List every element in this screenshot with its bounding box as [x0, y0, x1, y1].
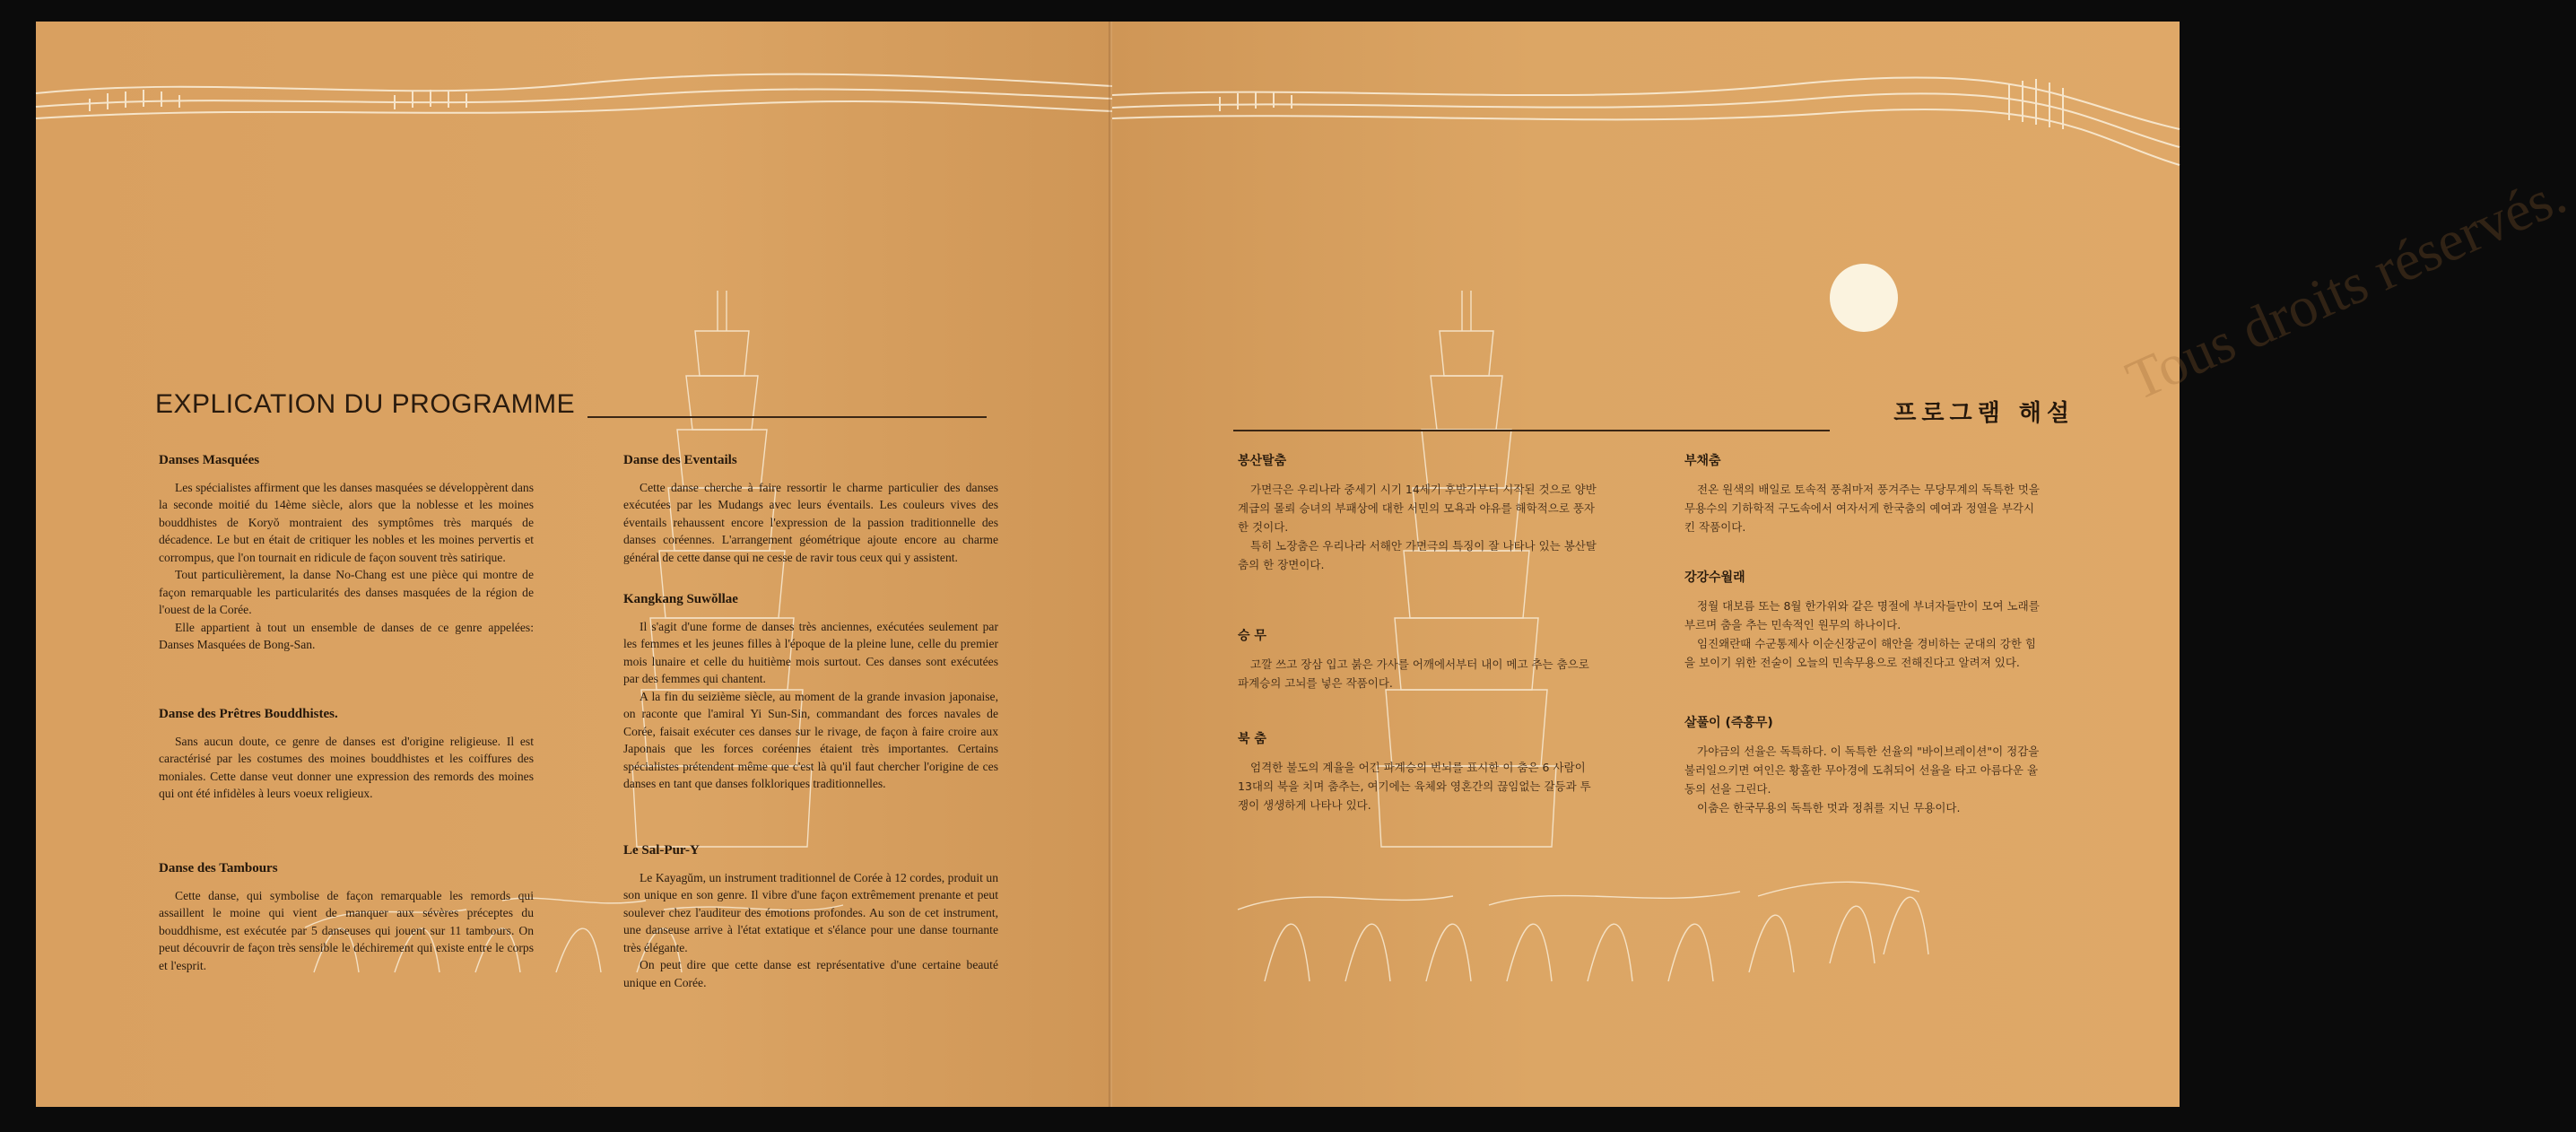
paragraph: 임진왜란때 수군통제사 이순신장군이 해안을 경비하는 군대의 강한 힘을 보이기 위한 전술이 오늘의 민속무용으로 전해진다고 알려져 있다. [1684, 637, 2036, 669]
right-page [1112, 22, 2575, 1107]
paragraph: 엄격한 불도의 계율을 어긴 파계승의 번뇌를 표시한 이 춤은 6 사람이 13대의 북을 치며 춤추는, 여기에는 육체와 영혼간의 끊임없는 갈등과 투쟁이 생생하게 나타나 있다. [1238, 761, 1591, 812]
section-bongsan [1238, 452, 1597, 574]
section-title: Danse des Prêtres Bouddhistes. [159, 707, 338, 721]
section-title: Danse des Tambours [159, 861, 278, 875]
section-title: Le Sal-Pur-Y [623, 843, 700, 858]
section-title: Danse des Eventails [623, 453, 737, 467]
paragraph: 이춤은 한국무용의 독특한 멋과 정취를 지닌 무용이다. [1697, 801, 1961, 814]
paragraph: 정월 대보름 또는 8월 한가위와 같은 명절에 부녀자들만이 모여 노래를 부르며 춤을 추는 민속적인 원무의 하나이다. [1684, 599, 2040, 631]
moon-illustration [1830, 264, 1898, 332]
paragraph: Elle appartient à tout un ensemble de danses de ce genre appelées: Danses Masquées de Bong-San. [159, 620, 534, 651]
paragraph: Il s'agit d'une forme de danses très anciennes, exécutées seulement par les femmes et les jeunes filles à l'époque de la pleine lune, celle du premier mois lunaire et celle du huitième mois surtout. Ces danses sont exécutées par des femmes qui chantent. [623, 619, 998, 685]
page-title-korean: 프로그램 해설 [1893, 400, 2075, 427]
section-title: Danses Masquées [159, 453, 260, 467]
section-title: 부채춤 [1684, 454, 1721, 468]
paragraph: Le Kayagŭm, un instrument traditionnel de Corée à 12 cordes, produit un son unique en son genre. Il vibre d'une façon extrêmement prenante et peut soulever chez l'auditeur des émotions profondes. Au son de cet instrument, une danseuse arrive à l'état extatique et s'élance pour une danse tournante très élégante. [623, 870, 998, 954]
heading-rule [587, 416, 987, 418]
section-danses-masquees [159, 452, 534, 654]
paragraph: Cette danse, qui symbolise de façon remarquable les remords qui assaillent le moine qui vient de manquer aux sévères préceptes du bouddhisme, est exécutée par 5 danseuses qui jouent sur 11 tambours. On peut découvrir de façon très sensible le déchirement qui existe entre le corps et l'esprit. [159, 888, 534, 972]
paragraph: 고깔 쓰고 장삼 입고 붉은 가사를 어깨에서부터 내이 메고 추는 춤으로 파계승의 고뇌를 넣은 작품이다. [1238, 657, 1589, 690]
paragraph: 가면극은 우리나라 중세기 시기 14세기 후반기부터 시작된 것으로 양반 계급의 몰뢰 승녀의 부패상에 대한 서민의 모욕과 야유를 해학적으로 풍자한 것이다. [1238, 483, 1597, 534]
section-buchaechum [1684, 452, 2043, 536]
section-pretres-bouddhistes [159, 706, 534, 803]
section-title: 살풀이 (즉흥무) [1684, 716, 1773, 730]
heading-rule [1233, 430, 1830, 431]
section-eventails [623, 452, 998, 566]
section-title: Kangkang Suwŏllae [623, 592, 738, 606]
paragraph: Les spécialistes affirment que les danses masquées se développèrent dans la seconde moitié du 14ème siècle, alors que la noblesse et les moines bouddhistes de Koryŏ montraient des symptômes très marqués de décadence. Le but en était de critiquer les nobles et les moines pervertis et corrompus, que l'on tournait en ridicule de façon souvent très satirique. [159, 480, 534, 564]
section-tambours [159, 860, 534, 974]
section-title: 봉산탈춤 [1238, 454, 1287, 468]
section-title: 강강수월래 [1684, 570, 1745, 585]
watermark: Tous droits réservés. [2117, 161, 2575, 413]
section-sal-pur-y [623, 842, 998, 991]
left-page [36, 22, 1112, 1107]
paragraph: Cette danse cherche à faire ressortir le charme particulier des danses exécutées par les Mudangs avec leurs éventails. Les couleurs vives des éventails rehaussent encore l'expression de la passion traditionnelle des danses coréennes. L'arrangement géométrique ajoute encore au charme général de cette danse qui ne cesse de ravir tous ceux qui y assistent. [623, 480, 998, 564]
paragraph: On peut dire que cette danse est représentative d'une certaine beauté unique en Corée. [623, 958, 998, 989]
paragraph: 전온 원색의 배일로 토속적 풍취마저 풍겨주는 무당무계의 독특한 멋을 무용수의 기하학적 구도속에서 여자서게 한국춤의 예여과 정열을 부각시킨 작품이다. [1684, 483, 2040, 534]
paragraph: A la fin du seizième siècle, au moment de la grande invasion japonaise, on raconte que l'amiral Yi Sun-Sin, commandant des forces navales de Corée, faisait exécuter ces danses sur le rivage, de façon à faire croire aux Japonais que les forces coréennes étaient très importantes. Certains spécialistes prétendent même que c'est là qu'il faut chercher l'origine de ces danses en tant que danses folkloriques traditionnelles. [623, 689, 998, 790]
paragraph: 가야금의 선율은 독특하다. 이 독특한 선율의 "바이브레이션"이 정감을 불러일으키면 여인은 황홀한 무아경에 도취되어 선율을 타고 아름다운 율동의 선을 그린다. [1684, 745, 2040, 796]
section-salpuri [1684, 714, 2043, 817]
section-title: 승 무 [1238, 629, 1266, 643]
section-seungmu [1238, 627, 1597, 692]
section-ganggangsuwollae [1684, 569, 2043, 672]
paragraph: Tout particulièrement, la danse No-Chang est une pièce qui montre de façon remarquable les particularités des danses masquées de la région de l'ouest de la Corée. [159, 568, 534, 616]
page-title-french: EXPLICATION DU PROGRAMME [155, 389, 576, 419]
section-bukchum [1238, 730, 1597, 814]
paragraph: Sans aucun doute, ce genre de danses est d'origine religieuse. Il est caractérisé par les costumes des moines bouddhistes et les coiffures des moniales. Cette danse veut donner une expression des remords des moines qui ont été infidèles à leurs voeux religieux. [159, 734, 534, 800]
section-title: 북 춤 [1238, 732, 1266, 746]
section-kangkang [623, 591, 998, 793]
paragraph: 특히 노장춤은 우리나라 서해안 가면극의 특징이 잘 나타나 있는 봉산탈춤의 한 장면이다. [1238, 539, 1597, 571]
